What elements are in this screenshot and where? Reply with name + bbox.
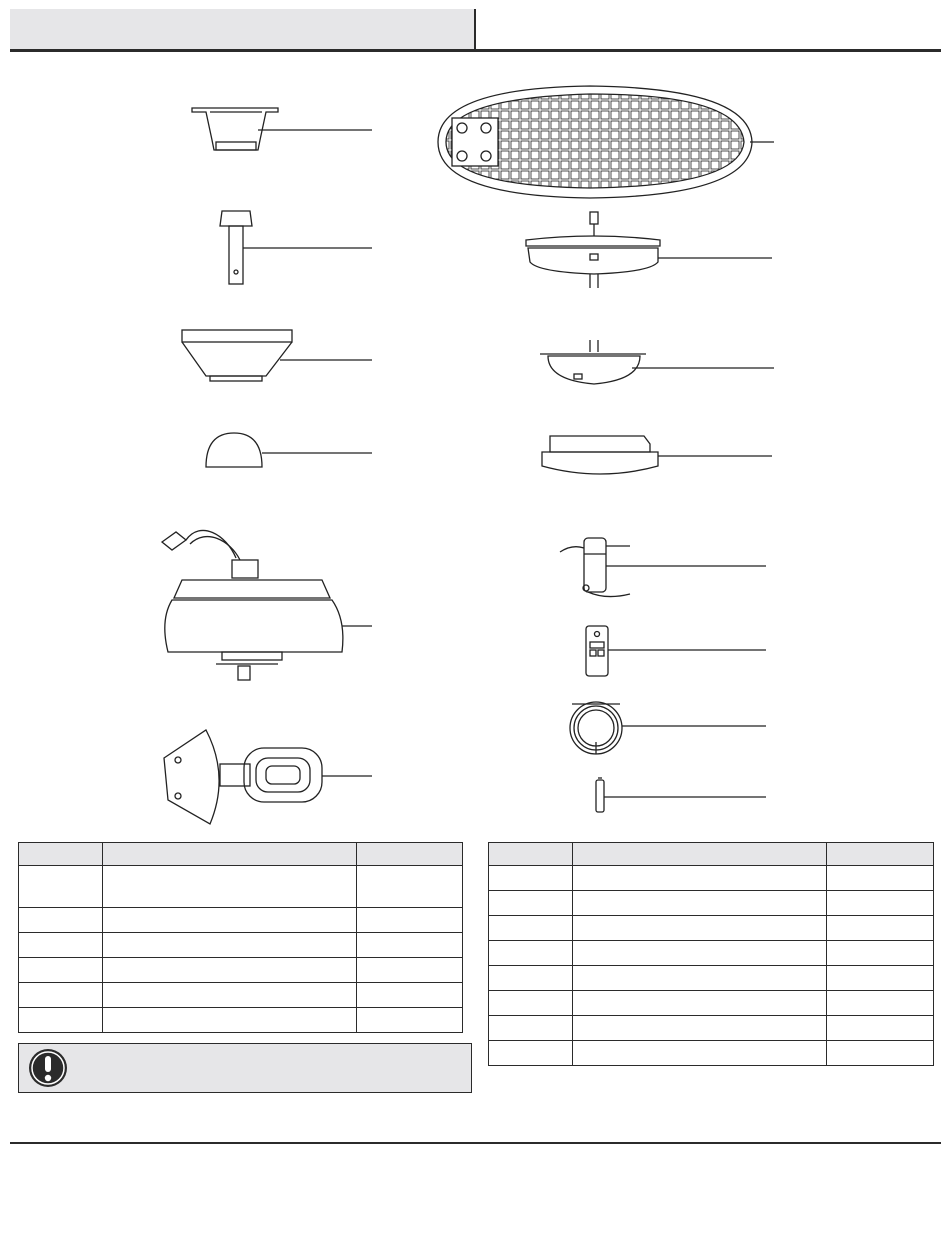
cell-quantity [827,866,934,891]
cell-description [103,908,357,933]
notice-box [18,1043,472,1093]
table-header-row [19,843,463,866]
parts-table-right [488,842,934,1066]
cell-description [103,933,357,958]
cell-description [103,1008,357,1033]
cell-part [489,966,573,991]
motor-housing-illustration [162,530,372,680]
cell-quantity [827,1041,934,1066]
cell-description [573,941,827,966]
cell-part [489,916,573,941]
parts-diagram [0,60,950,830]
table-row [489,916,934,941]
cell-part [489,891,573,916]
footer-divider [10,1142,941,1144]
cell-part [489,1041,573,1066]
header-quantity [357,843,463,866]
coupling-cover-illustration [206,433,372,467]
table-row [19,933,463,958]
wire-coil-illustration [570,702,766,754]
cell-quantity [827,966,934,991]
battery-illustration [596,778,766,812]
cell-part [489,866,573,891]
light-kit-housing-illustration [526,212,772,288]
exclamation-icon [28,1048,68,1088]
cell-description [573,866,827,891]
table-row [489,1041,934,1066]
table-row [489,891,934,916]
cell-part [489,941,573,966]
cell-description [103,983,357,1008]
header-title-box [10,9,476,49]
cell-description [103,958,357,983]
table-row [19,908,463,933]
cell-quantity [357,908,463,933]
table-header-row [489,843,934,866]
table-row [19,958,463,983]
cell-part [19,983,103,1008]
cell-part [489,1016,573,1041]
switch-housing-illustration [540,340,774,384]
parts-table-left [18,842,463,1033]
cell-quantity [827,916,934,941]
blade-illustration [438,86,774,198]
table-row [19,983,463,1008]
header-description [573,843,827,866]
cell-description [573,916,827,941]
page-header [10,9,941,52]
cell-description [103,866,357,908]
cell-description [573,1041,827,1066]
cell-quantity [827,891,934,916]
cell-quantity [827,1016,934,1041]
canopy-illustration [182,330,372,381]
cell-part [489,991,573,1016]
cell-quantity [827,991,934,1016]
cell-part [19,866,103,908]
cell-part [19,933,103,958]
header-description [103,843,357,866]
cell-quantity [357,983,463,1008]
receiver-illustration [560,538,766,597]
cell-quantity [357,1008,463,1033]
table-row [489,966,934,991]
cell-quantity [357,866,463,908]
cell-description [573,966,827,991]
header-part [489,843,573,866]
light-cover-illustration [542,436,772,474]
mounting-bracket-illustration [192,108,372,150]
downrod-illustration [220,211,372,284]
table-row [19,1008,463,1033]
cell-quantity [827,941,934,966]
table-row [489,991,934,1016]
cell-description [573,1016,827,1041]
cell-part [19,1008,103,1033]
remote-control-illustration [586,626,766,676]
table-row [489,941,934,966]
cell-description [573,891,827,916]
cell-part [19,958,103,983]
table-row [19,866,463,908]
header-quantity [827,843,934,866]
cell-description [573,991,827,1016]
cell-quantity [357,933,463,958]
blade-arm-illustration [164,730,372,824]
table-row [489,1016,934,1041]
cell-part [19,908,103,933]
header-part [19,843,103,866]
table-row [489,866,934,891]
cell-quantity [357,958,463,983]
